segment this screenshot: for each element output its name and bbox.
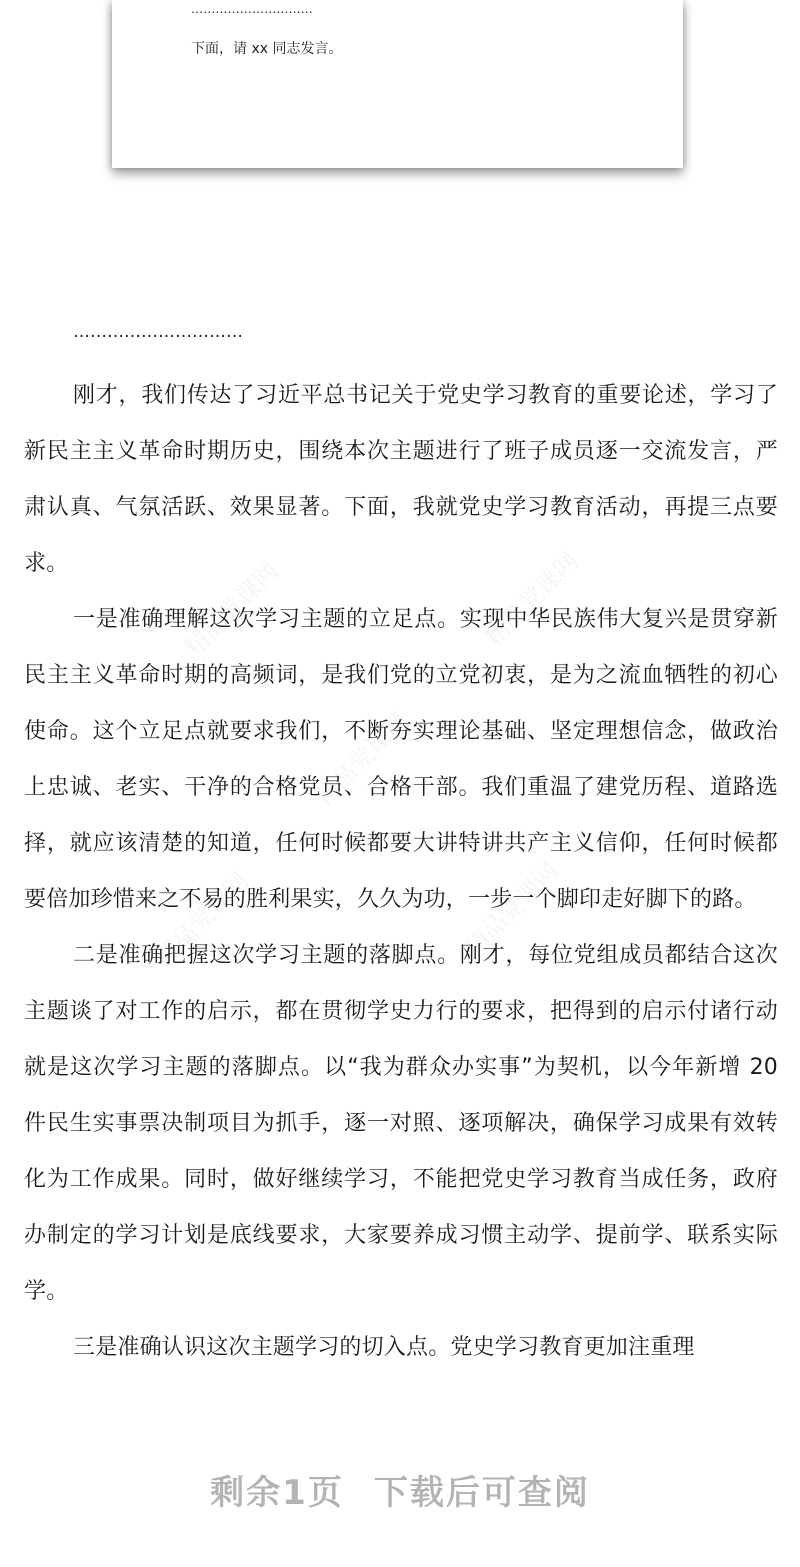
paragraph: 二是准确把握这次学习主题的落脚点。刚才，每位党组成员都结合这次主题谈了对工作的启示，都在贯彻学史力行的要求，把得到的启示付诸行动就是这次学习主题的落脚点。以“我为群众办实事”为契机，以今年新增 20 件民生实事票决制项目为抓手，逐一对照、逐项解决，确保学习成果有效转化为工作成果。同时，做好继续学习，不能把党史学习教育当成任务，政府办制定的学习计划是底线要求，大家要养成习惯主动学、提前学、联系实际学。 <box>24 943 778 1304</box>
paragraph: 三是准确认识这次主题学习的切入点。党史学习教育更加注重理 <box>73 1335 695 1360</box>
body-dots: ………………………… <box>73 322 243 342</box>
watermark: 精品党课网 <box>149 866 255 972</box>
watermark: 精品党课网 <box>179 556 285 662</box>
document-body <box>24 316 778 1376</box>
paragraph: 刚才，我们传达了习近平总书记关于党史学习教育的重要论述，学习了新民主主义革命时期历史，围绕本次主题进行了班子成员逐一交流发言，严肃认真、气氛活跃、效果显著。下面，我就党史学习教育活动，再提三点要求。 <box>24 383 778 576</box>
watermark: 精品党课网 <box>479 546 585 652</box>
preview-line: 下面，请 xx 同志发言。 <box>191 41 343 57</box>
download-to-view-label[interactable]: 下载后可查阅 <box>373 1473 590 1513</box>
preview-dots: ………………………… <box>191 2 313 16</box>
remaining-pages-label[interactable]: 剩余1页 <box>210 1473 344 1513</box>
download-prompt-banner[interactable] <box>0 1465 800 1514</box>
paragraph: 一是准确理解这次学习主题的立足点。实现中华民族伟大复兴是贯穿新民主主义革命时期的高频词，是我们党的立党初衷，是为之流血牺牲的初心使命。这个立足点就要求我们，不断夯实理论基础、坚定理想信念，做政治上忠诚、老实、干净的合格党员、合格干部。我们重温了建党历程、道路选择，就应该清楚的知道，任何时候都要大讲特讲共产主义信仰，任何时候都要倍加珍惜来之不易的胜利果实，久久为功，一步一个脚印走好脚下的路。 <box>24 607 778 912</box>
preview-card <box>112 0 683 168</box>
watermark: 精品党课网 <box>459 856 565 962</box>
watermark: 精品党课网 <box>309 706 415 812</box>
